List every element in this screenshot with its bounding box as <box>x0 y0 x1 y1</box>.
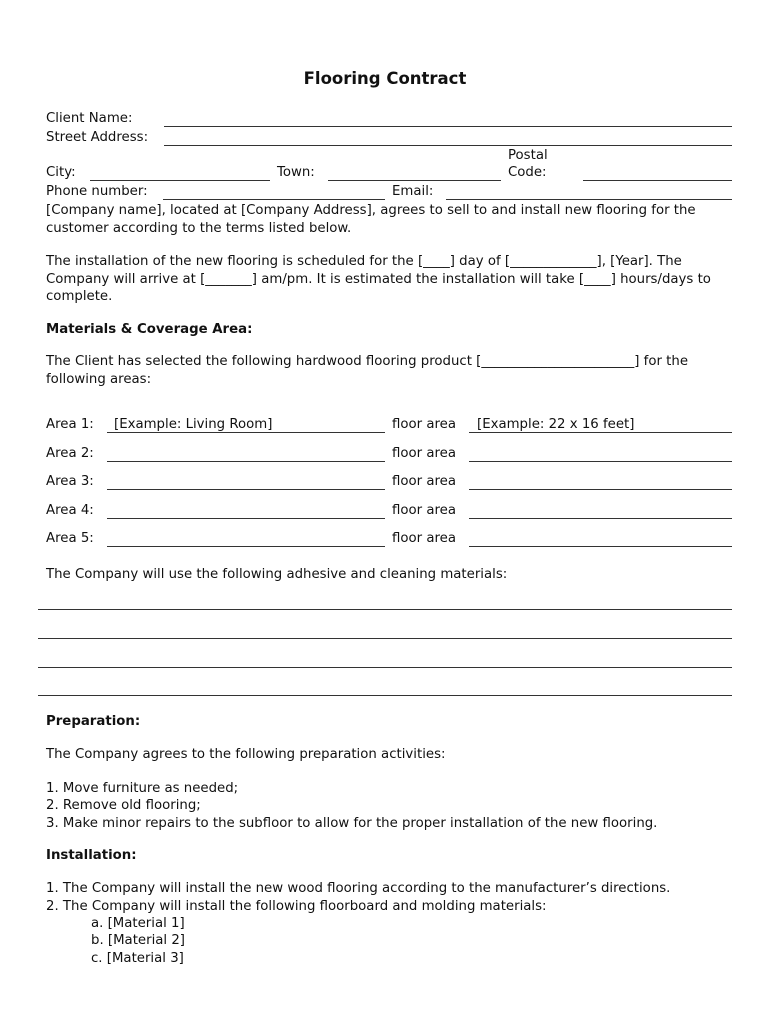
area-size-value: [Example: 22 x 16 feet] <box>477 417 635 432</box>
floor-area-label: floor area <box>392 531 456 546</box>
installation-heading: Installation: <box>46 848 137 863</box>
area-size-field[interactable] <box>469 489 732 490</box>
floor-area-label: floor area <box>392 474 456 489</box>
area-room-field[interactable] <box>107 461 385 462</box>
adhesive-line[interactable] <box>38 638 732 639</box>
list-item: 1. The Company will install the new wood flooring according to the manufacturer’s directions. <box>46 881 671 896</box>
list-item: 3. Make minor repairs to the subfloor to allow for the proper installation of the new flooring. <box>46 816 658 831</box>
area-room-value: [Example: Living Room] <box>114 417 273 432</box>
area-size-field[interactable] <box>469 432 732 433</box>
sub-list-item: b. [Material 2] <box>91 933 185 948</box>
adhesive-paragraph: The Company will use the following adhesive and cleaning materials: <box>46 567 508 582</box>
area-size-field[interactable] <box>469 546 732 547</box>
preparation-paragraph: The Company agrees to the following preparation activities: <box>46 747 446 762</box>
list-item: 2. The Company will install the following floorboard and molding materials: <box>46 899 547 914</box>
floor-area-label: floor area <box>392 417 456 432</box>
area-label: Area 2: <box>46 446 94 461</box>
phone-field[interactable] <box>163 199 385 200</box>
intro-paragraph: [Company name], located at [Company Address], agrees to sell to and install new flooring for the customer according to the terms listed below. <box>46 203 696 236</box>
area-size-field[interactable] <box>469 518 732 519</box>
city-label: City: <box>46 165 76 180</box>
area-label: Area 5: <box>46 531 94 546</box>
street-address-field[interactable] <box>164 145 732 146</box>
area-size-field[interactable] <box>469 461 732 462</box>
town-field[interactable] <box>328 180 501 181</box>
town-label: Town: <box>277 165 315 180</box>
area-room-field[interactable] <box>107 489 385 490</box>
postal-code-label-line2: Code: <box>508 165 547 180</box>
preparation-heading: Preparation: <box>46 714 141 729</box>
document-title: Flooring Contract <box>303 69 467 88</box>
area-label: Area 1: <box>46 417 94 432</box>
floor-area-label: floor area <box>392 446 456 461</box>
area-room-field[interactable] <box>107 518 385 519</box>
materials-heading: Materials & Coverage Area: <box>46 322 253 337</box>
postal-code-field[interactable] <box>583 180 732 181</box>
adhesive-line[interactable] <box>38 609 732 610</box>
materials-paragraph: The Client has selected the following hardwood flooring product [_______________________] for the following areas: <box>46 354 688 387</box>
client-name-field[interactable] <box>164 126 732 127</box>
phone-label: Phone number: <box>46 184 148 199</box>
schedule-paragraph: The installation of the new flooring is scheduled for the [____] day of [_____________], [Year]. The Company will arrive at [_______] am/pm. It is estimated the installation will take [____] hours/days to complete. <box>46 254 711 304</box>
area-room-field[interactable] <box>107 546 385 547</box>
list-item: 1. Move furniture as needed; <box>46 781 239 796</box>
sub-list-item: a. [Material 1] <box>91 916 185 931</box>
email-label: Email: <box>392 184 434 199</box>
email-field[interactable] <box>446 199 732 200</box>
adhesive-line[interactable] <box>38 695 732 696</box>
sub-list-item: c. [Material 3] <box>91 951 184 966</box>
client-name-label: Client Name: <box>46 111 133 126</box>
floor-area-label: floor area <box>392 503 456 518</box>
area-label: Area 3: <box>46 474 94 489</box>
list-item: 2. Remove old flooring; <box>46 798 201 813</box>
street-address-label: Street Address: <box>46 130 149 145</box>
adhesive-line[interactable] <box>38 667 732 668</box>
postal-code-label-line1: Postal <box>508 148 548 163</box>
area-label: Area 4: <box>46 503 94 518</box>
area-room-field[interactable] <box>107 432 385 433</box>
city-field[interactable] <box>90 180 270 181</box>
